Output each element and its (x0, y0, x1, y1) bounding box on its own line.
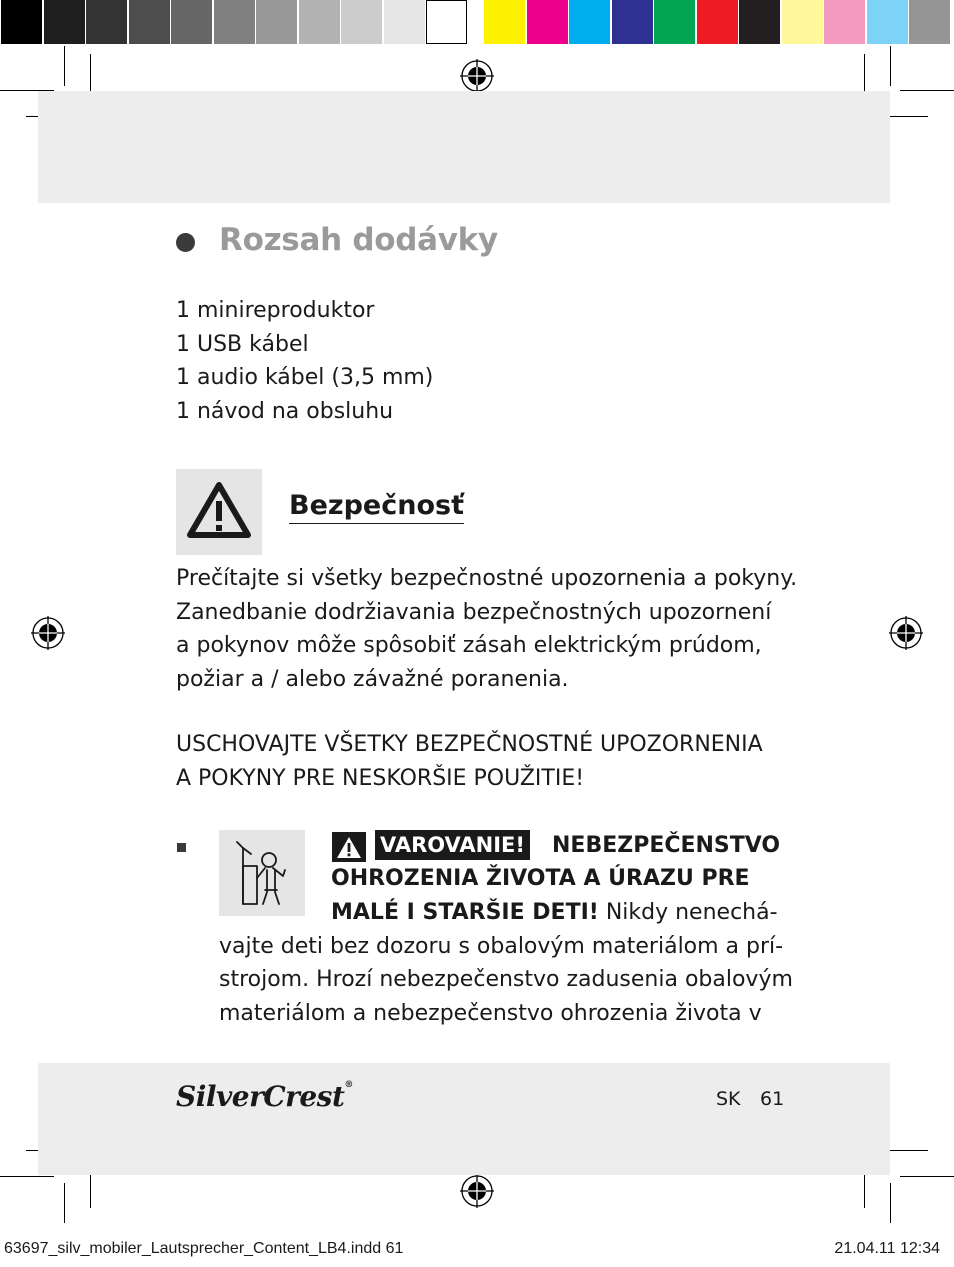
header-band (38, 91, 890, 203)
warning-heading-end: MALÉ I STARŠIE DETI! (331, 900, 599, 925)
warning-text-line: vajte deti bez dozoru s obalovým materiálom a prí- (219, 934, 784, 959)
color-swatch (527, 0, 568, 44)
color-swatch (654, 0, 695, 44)
grayscale-bar (1, 0, 469, 44)
crop-mark (64, 1183, 65, 1223)
registration-mark-icon (31, 616, 65, 650)
slug-filename: 63697_silv_mobiler_Lautsprecher_Content_LB4.indd 61 (4, 1240, 404, 1257)
page-number: 61 (760, 1088, 785, 1110)
color-swatch (256, 0, 297, 44)
section-heading-safety: Bezpečnosť (289, 490, 464, 524)
color-swatch (426, 0, 467, 44)
crop-mark (900, 90, 954, 91)
crop-mark (890, 1183, 891, 1223)
child-safety-box (219, 830, 305, 916)
paragraph-line: a pokynov môže spôsobiť zásah elektrickým prúdom, (176, 633, 762, 658)
color-swatch (569, 0, 610, 44)
color-swatch (909, 0, 950, 44)
notice-line: A POKYNY PRE NESKORŠIE POUŽITIE! (176, 765, 585, 791)
brand-logo-text: SilverCrest (176, 1080, 345, 1113)
color-swatch (214, 0, 255, 44)
color-swatch (171, 0, 212, 44)
warning-text-line: materiálom a nebezpečenstvo ohrozenia života v (219, 1001, 762, 1026)
registration-mark-icon (460, 1174, 494, 1208)
warning-heading-line: OHROZENIA ŽIVOTA A ÚRAZU PRE (331, 866, 750, 891)
warning-text-line: strojom. Hrozí nebezpečenstvo zadusenia obalovým (219, 967, 793, 992)
color-swatch (1, 0, 42, 44)
child-safety-icon (219, 830, 305, 916)
crop-mark (0, 1176, 54, 1177)
color-swatch (86, 0, 127, 44)
brand-logo (176, 1080, 353, 1113)
color-swatch (739, 0, 780, 44)
color-swatch (484, 0, 525, 44)
crop-mark (884, 116, 928, 117)
color-swatch (782, 0, 823, 44)
process-color-bar (484, 0, 952, 44)
list-item: 1 USB kábel (176, 331, 309, 357)
warning-text-line (331, 896, 778, 930)
crop-mark (64, 46, 65, 86)
registered-mark: ® (344, 1080, 353, 1090)
footer-band (38, 1063, 890, 1175)
registration-mark-icon (889, 616, 923, 650)
slug-datetime: 21.04.11 12:34 (834, 1240, 940, 1257)
color-swatch (44, 0, 85, 44)
list-bullet-square (177, 843, 186, 852)
crop-mark (900, 1176, 954, 1177)
paragraph-line: Zanedbanie dodržiavania bezpečnostných upozornení (176, 599, 772, 625)
warning-triangle-icon (176, 469, 262, 555)
registration-mark-icon (460, 59, 494, 93)
warning-text-start: Nikdy nenechá- (598, 900, 778, 925)
warning-icon-box (176, 469, 262, 555)
list-item: 1 audio kábel (3,5 mm) (176, 365, 434, 390)
crop-mark (864, 54, 865, 94)
notice-line: USCHOVAJTE VŠETKY BEZPEČNOSTNÉ UPOZORNENIA (176, 732, 763, 757)
paragraph-line: požiar a / alebo závažné poranenia. (176, 666, 569, 692)
paragraph-line: Prečítajte si všetky bezpečnostné upozornenia a pokyny. (176, 566, 798, 591)
scope-list (176, 294, 433, 428)
list-item: 1 minireproduktor (176, 298, 375, 323)
crop-mark (890, 46, 891, 86)
crop-mark (884, 1150, 928, 1151)
warning-triangle-icon (332, 832, 366, 862)
color-swatch (299, 0, 340, 44)
color-swatch (867, 0, 908, 44)
section-heading-scope: Rozsah dodávky (219, 222, 498, 258)
warning-tag: VAROVANIE! (375, 830, 530, 860)
color-swatch (129, 0, 170, 44)
keep-instructions-notice (176, 728, 763, 795)
color-swatch (697, 0, 738, 44)
warning-heading-line: NEBEZPEČENSTVO (552, 833, 781, 858)
language-code: SK (716, 1088, 741, 1110)
list-item: 1 návod na obsluhu (176, 398, 394, 424)
section-bullet (176, 233, 195, 252)
color-swatch (824, 0, 865, 44)
color-swatch (341, 0, 382, 44)
color-swatch (384, 0, 425, 44)
color-swatch (612, 0, 653, 44)
safety-paragraph (176, 562, 797, 696)
crop-mark (90, 54, 91, 94)
